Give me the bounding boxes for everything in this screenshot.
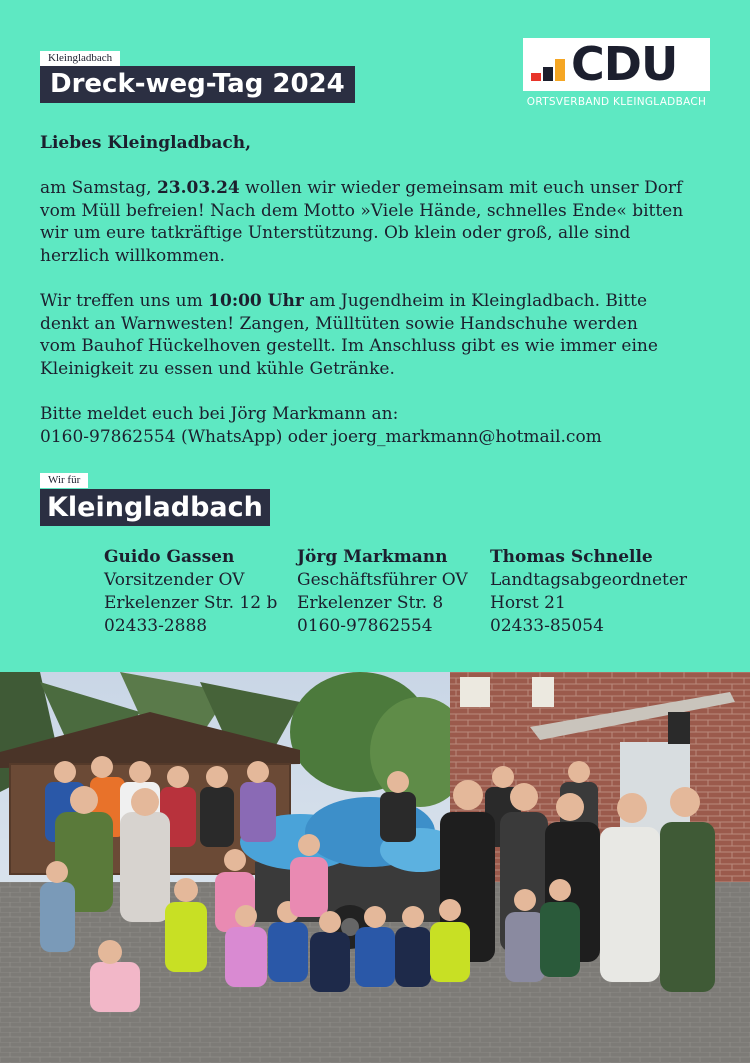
contact-name: Guido Gassen [104,547,235,567]
contact-phone: 02433-85054 [490,616,604,636]
event-date: 23.03.24 [156,178,240,198]
letter-body [40,132,720,155]
contact-line-1: Bitte meldet euch bei Jörg Markmann an: [40,404,399,424]
p1-rest: wollen wir wieder gemeinsam mit euch unser Dorf vom Müll befreien! Nach dem Motto »Viele Hände, schnelles Ende« bitten wir um eure tatkräftige Unterstützung. Ob klein oder groß, alle sind herzlich willkommen. [40,178,684,266]
contact-phone: 0160-97862554 [297,616,433,636]
group-photo-illustration [0,672,750,1063]
logo-caption: ORTSVERBAND KLEINGLADBACH [526,96,707,108]
contact-card [104,546,277,638]
event-time: 10:00 Uhr [208,291,304,311]
group-photo [0,672,750,1063]
contact-address: Horst 21 [490,593,566,613]
contact-card [490,546,687,638]
contact-name: Thomas Schnelle [490,547,653,567]
slogan-title: Kleingladbach [40,489,270,526]
page-title: Dreck-weg-Tag 2024 [40,66,355,103]
paragraph-contact [40,403,720,448]
cdu-logo [523,38,710,91]
contact-line-2: 0160-97862554 (WhatsApp) oder joerg_markmann@hotmail.com [40,426,602,447]
logo-text: CDU [571,37,678,91]
p2-prefix: Wir treffen uns um [40,291,209,311]
paragraph-invitation [40,177,690,267]
slogan-tag: Wir für [40,473,88,488]
p1-prefix: am Samstag, [40,178,157,198]
contact-name: Jörg Markmann [297,547,448,567]
contact-phone: 02433-2888 [104,616,208,636]
contact-address: Erkelenzer Str. 12 b [104,593,278,613]
logo-bars-icon [531,59,567,81]
contact-role: Geschäftsführer OV [297,570,468,590]
p2-rest: am Jugendheim in Kleingladbach. Bitte denkt an Warnwesten! Zangen, Mülltüten sowie Handschuhe werden vom Bauhof Hückelhoven gestellt. Im Anschluss gibt es wie immer eine Kleinigkeit zu essen und kühle Getränke. [40,291,658,379]
contact-role: Vorsitzender OV [104,570,245,590]
contact-card [297,546,468,638]
header-tag: Kleingladbach [40,51,120,66]
greeting: Liebes Kleingladbach, [40,133,252,153]
paragraph-meeting [40,290,670,380]
contact-address: Erkelenzer Str. 8 [297,593,444,613]
contact-role: Landtagsabgeordneter [490,570,688,590]
